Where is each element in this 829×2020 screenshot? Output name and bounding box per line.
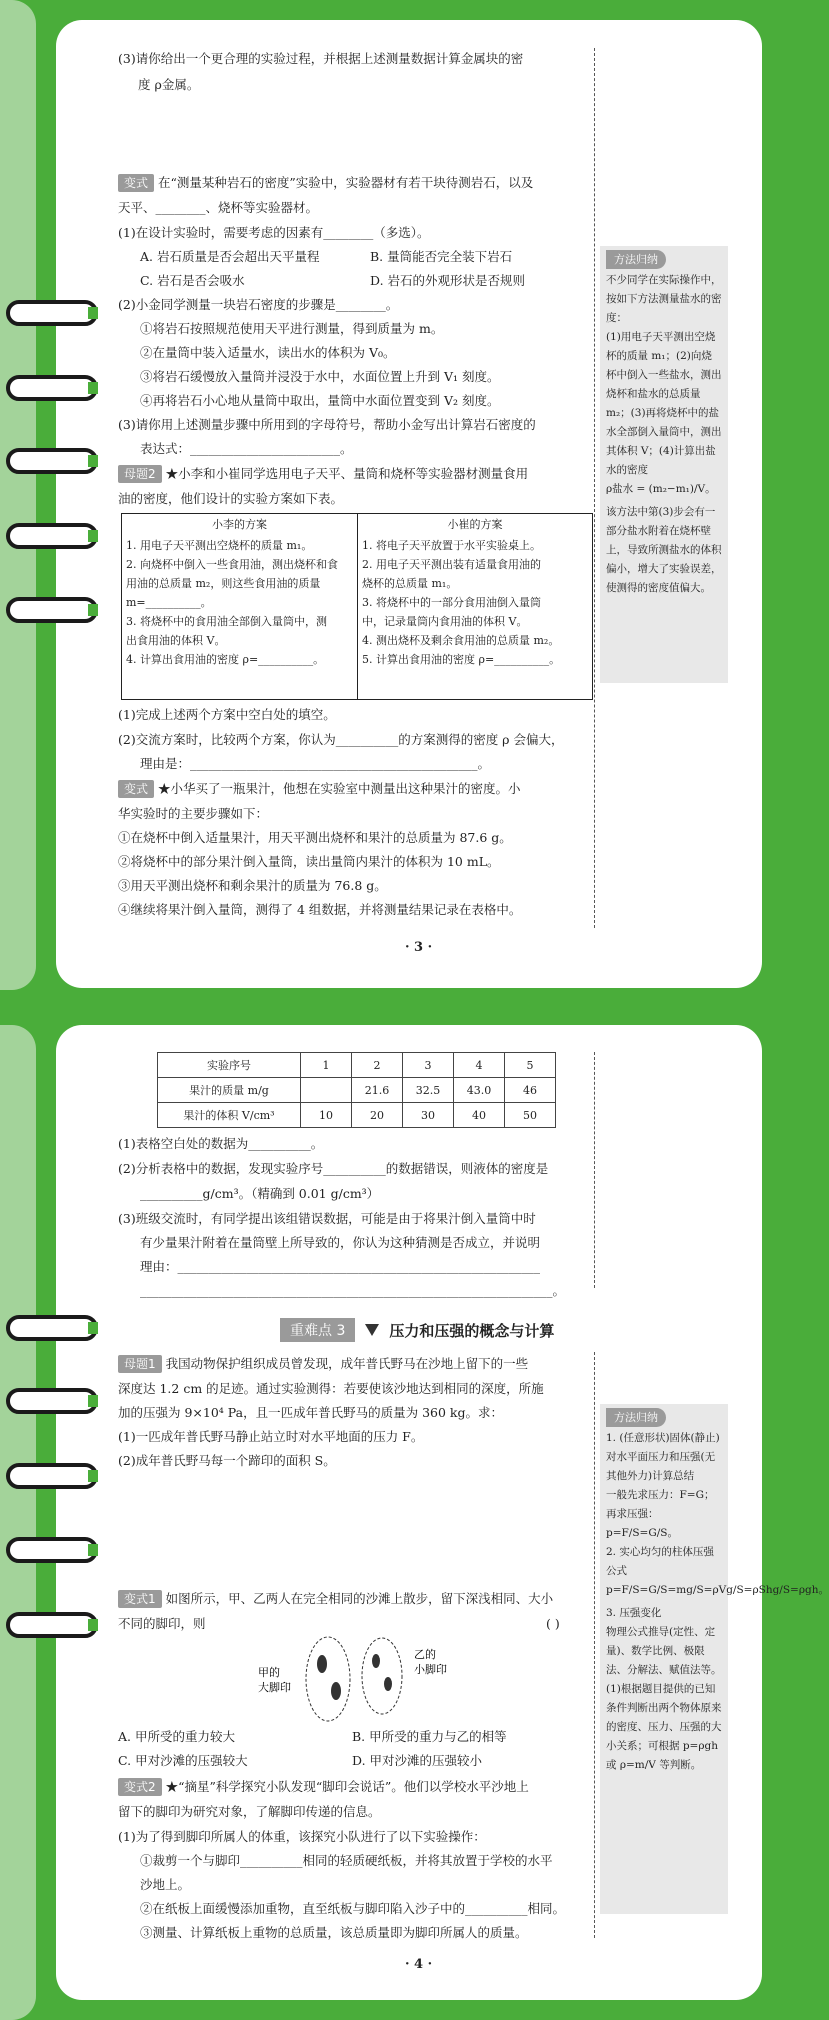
option-b: B. 量筒能否完全装下岩石 (370, 249, 513, 264)
question-text: 我国动物保护组织成员曾发现，成年普氏野马在沙地上留下的一些 (165, 1356, 529, 1371)
binder-ring (6, 1612, 98, 1638)
column-divider (594, 48, 595, 928)
question-text: (1)完成上述两个方案中空白处的填空。 (118, 707, 336, 722)
table-cell: 1 (301, 1053, 352, 1078)
label-yi-2: 小脚印 (414, 1663, 447, 1676)
plan-row: 2. 用电子天平测出装有适量食用油的 (362, 558, 541, 571)
question-text: 天平、________、烧杯等实验器材。 (118, 200, 319, 215)
option-c: C. 岩石是否会吸水 (140, 273, 245, 288)
plan-header-li: 小李的方案 (212, 518, 267, 531)
binder-ring (6, 375, 98, 401)
question-text: (3)班级交流时，有同学提出该组错误数据，可能是由于将果汁倒入量筒中时 (118, 1211, 536, 1226)
method-summary-title: 方法归纳 (606, 250, 666, 269)
table-cell: 40 (454, 1103, 505, 1128)
question-text: (1)一匹成年普氏野马静止站立时对水平地面的压力 F。 (118, 1429, 424, 1444)
method-summary-text: 该方法中第(3)步会有一部分盐水附着在烧杯壁上，导致所测盐水的体积偏小，增大了实验误差，使测得的密度值偏大。 (606, 506, 722, 594)
question-text: 理由是：______________________________________________。 (140, 756, 491, 771)
plan-row: 4. 测出烧杯及剩余食用油的总质量 m₂。 (362, 634, 560, 647)
question-text: (1)为了得到脚印所属人的体重，该探究小队进行了以下实验操作： (118, 1829, 486, 1844)
variant-tag: 变式1 (118, 1590, 162, 1608)
step-text: ④再将岩石小心地从量筒中取出，量筒中水面位置变到 V₂ 刻度。 (140, 393, 500, 408)
question-text: ★“摘星”科学探究小队发现“脚印会说话”。他们以学校水平沙地上 (165, 1779, 529, 1794)
binder-ring (6, 597, 98, 623)
table-cell (301, 1078, 352, 1103)
question-text: 如图所示，甲、乙两人在完全相同的沙滩上散步，留下深浅相同、大小 (165, 1591, 554, 1606)
table-row (158, 1078, 556, 1103)
table-cell: 10 (301, 1103, 352, 1128)
table-cell: 2 (352, 1053, 403, 1078)
option-d: D. 甲对沙滩的压强较小 (352, 1753, 483, 1768)
method-summary-text: 2. 实心均匀的柱体压强公式 (606, 1546, 714, 1577)
big-footprint-outline (306, 1637, 350, 1721)
variant-1 (118, 174, 533, 192)
variant-tag: 变式 (118, 174, 154, 192)
footprint-icon (372, 1654, 392, 1691)
question-text: 表达式：________________________。 (140, 441, 353, 456)
method-summary-text: (1)用电子天平测出空烧杯的质量 m₁；(2)向烧杯中倒入一些盐水，测出烧杯和盐水的总质量 m₂；(3)再将烧杯中的盐水全部倒入量筒中，测出其体积 V；(4)计算出盐水的密度 (606, 331, 722, 476)
table-cell: 果汁的质量 m/g (158, 1078, 301, 1103)
plan-header-cui: 小崔的方案 (447, 518, 503, 531)
step-text: ③将岩石缓慢放入量筒并浸没于水中，水面位置上升到 V₁ 刻度。 (140, 369, 500, 384)
plan-row: 3. 将烧杯中的一部分食用油倒入量筒 (362, 596, 541, 609)
label-jia: 甲的 (258, 1666, 280, 1679)
method-summary-formula: p=F/S=G/S=mg/S=ρVg/S=ρShg/S=ρgh。 (606, 1584, 829, 1596)
plan-row: 2. 向烧杯中倒入一些食用油，测出烧杯和食 (126, 558, 338, 571)
step-text: 沙地上。 (140, 1877, 191, 1892)
step-text: ④继续将果汁倒入量筒，测得了 4 组数据，并将测量结果记录在表格中。 (118, 902, 522, 917)
binder-ring (6, 448, 98, 474)
step-text: ③用天平测出烧杯和剩余果汁的质量为 76.8 g。 (118, 878, 387, 893)
data-table (157, 1052, 556, 1128)
variant-1 (118, 1590, 553, 1608)
table-cell: 果汁的体积 V/cm³ (158, 1103, 301, 1128)
plan-row: 3. 将烧杯中的食用油全部倒入量筒中，测 (126, 615, 327, 628)
section-title: 压力和压强的概念与计算 (389, 1321, 555, 1340)
mother-tag: 母题1 (118, 1355, 162, 1373)
step-text: ②在量筒中装入适量水，读出水的体积为 V₀。 (140, 345, 396, 360)
question-text: (2)交流方案时，比较两个方案，你认为__________的方案测得的密度 ρ 会偏大， (118, 732, 564, 747)
step-text: ①在烧杯中倒入适量果汁，用天平测出烧杯和果汁的总质量为 87.6 g。 (118, 830, 512, 845)
variant-tag: 变式 (118, 780, 154, 798)
binder-ring (6, 1537, 98, 1563)
option-c: C. 甲对沙滩的压强较大 (118, 1753, 248, 1768)
method-summary-box (600, 1404, 829, 1914)
column-divider (594, 1052, 595, 1288)
question-text: 有少量果汁附着在量筒壁上所导致的，你认为这种猜测是否成立，并说明 (140, 1235, 541, 1250)
step-text: ③测量、计算纸板上重物的总质量，该总质量即为脚印所属人的质量。 (140, 1925, 528, 1940)
method-summary-formula: 再求压强：p=F/S=G/S。 (606, 1508, 678, 1539)
small-footprint-outline (362, 1638, 402, 1714)
table-cell: 20 (352, 1103, 403, 1128)
table-cell: 50 (505, 1103, 556, 1128)
mother-question-2 (118, 465, 528, 483)
step-text: ①将岩石按照规范使用天平进行测量，得到质量为 m。 (140, 321, 444, 336)
option-d: D. 岩石的外观形状是否规则 (370, 273, 526, 288)
plan-row: m=__________。 (126, 596, 212, 609)
plan-row: 1. 用电子天平测出空烧杯的质量 m₁。 (126, 539, 313, 552)
method-summary-text: 3. 压强变化 (606, 1607, 662, 1619)
method-summary-text: (1)根据题目提供的已知条件判断出两个物体原来的密度、压力、压强的大小关系；可根据 p=ρgh 或 ρ=m/V 等判断。 (606, 1683, 722, 1771)
table-row (158, 1053, 556, 1078)
variant-2 (118, 780, 521, 798)
label-yi: 乙的 (414, 1648, 436, 1661)
step-text: ②在纸板上面缓慢添加重物，直至纸板与脚印陷入沙子中的__________相同。 (140, 1901, 566, 1916)
method-summary-text: 物理公式推导(定性、定量)、数学比例、极限法、分解法、赋值法等。 (606, 1626, 722, 1676)
question-text: 深度达 1.2 cm 的足迹。通过实验测得：若要使该沙地达到相同的深度，所施 (118, 1381, 544, 1396)
method-summary-box (600, 246, 728, 683)
question-text: (2)小金同学测量一块岩石密度的步骤是________。 (118, 297, 399, 312)
table-cell: 5 (505, 1053, 556, 1078)
method-summary-title: 方法归纳 (606, 1408, 666, 1427)
page-number: · 3 · (405, 940, 433, 955)
label-jia-2: 大脚印 (258, 1681, 291, 1694)
question-text: (3)请你给出一个更合理的实验过程，并根据上述测量数据计算金属块的密 (118, 51, 524, 66)
question-text: 加的压强为 9×10⁴ Pa，且一匹成年普氏野马的质量为 360 kg。求： (118, 1405, 503, 1420)
question-text: 不同的脚印，则 (118, 1616, 206, 1631)
column-divider (594, 1352, 595, 1938)
table-cell: 实验序号 (158, 1053, 301, 1078)
table-row (158, 1103, 556, 1128)
plan-row: 4. 计算出食用油的密度 ρ=__________。 (126, 653, 325, 666)
plan-row: 中，记录量筒内食用油的体积 V。 (362, 615, 528, 628)
page-number: · 4 · (405, 1957, 433, 1972)
question-text: 华实验时的主要步骤如下： (118, 806, 269, 821)
footprint-figure (250, 1636, 480, 1726)
plan-row: 出食用油的体积 V。 (126, 634, 226, 647)
variant-2 (118, 1778, 529, 1796)
table-cell: 4 (454, 1053, 505, 1078)
question-text: (1)表格空白处的数据为__________。 (118, 1136, 324, 1151)
method-summary-text: 1. (任意形状)固体(静止)对水平面压力和压强(无其他外力)计算总结 (606, 1432, 720, 1482)
table-cell: 46 (505, 1078, 556, 1103)
question-text: (2)成年普氏野马每一个蹄印的面积 S。 (118, 1453, 336, 1468)
question-text: 理由：__________________________________________________________ (140, 1259, 541, 1274)
table-cell: 21.6 (352, 1078, 403, 1103)
option-a: A. 岩石质量是否会超出天平量程 (140, 249, 320, 264)
binder-ring (6, 1315, 98, 1341)
step-text: ①裁剪一个与脚印__________相同的轻质硬纸板，并将其放置于学校的水平 (140, 1853, 553, 1868)
variant-tag: 变式2 (118, 1778, 162, 1796)
binder-ring (6, 1388, 98, 1414)
question-text: 在“测量某种岩石的密度”实验中，实验器材有若干块待测岩石，以及 (158, 175, 534, 190)
left-tab-bottom (0, 1025, 36, 2020)
table-cell: 43.0 (454, 1078, 505, 1103)
plan-table (121, 513, 593, 700)
table-cell: 32.5 (403, 1078, 454, 1103)
section-label: 重难点 3 (280, 1318, 355, 1342)
table-cell: 3 (403, 1053, 454, 1078)
question-text: __________________________________________________________________。 (140, 1283, 566, 1298)
binder-ring (6, 300, 98, 326)
section-header (280, 1318, 554, 1342)
plan-row: 用油的总质量 m₂，则这些食用油的质量 (126, 577, 321, 590)
question-text: __________g/cm³。（精确到 0.01 g/cm³） (140, 1186, 380, 1201)
question-text: (1)在设计实验时，需要考虑的因素有________（多选）。 (118, 225, 430, 240)
binder-ring (6, 523, 98, 549)
method-summary-text: 一般先求压力：F=G； (606, 1489, 715, 1501)
question-text: ★小李和小崔同学选用电子天平、量筒和烧杯等实验器材测量食用 (165, 466, 529, 481)
question-text: (2)分析表格中的数据，发现实验序号__________的数据错误，则液体的密度是 (118, 1161, 549, 1176)
mother-question-1 (118, 1355, 528, 1373)
option-a: A. 甲所受的重力较大 (118, 1729, 235, 1744)
binder-ring (6, 1463, 98, 1489)
left-tab-top (0, 0, 36, 990)
plan-row: 烧杯的总质量 m₁。 (362, 577, 458, 590)
footprint-icon (317, 1655, 341, 1700)
question-text: ★小华买了一瓶果汁，他想在实验室中测量出这种果汁的密度。小 (158, 781, 521, 796)
plan-row: 1. 将电子天平放置于水平实验桌上。 (362, 539, 541, 552)
answer-bracket: ( ) (546, 1616, 560, 1631)
method-summary-text: 不少同学在实际操作中，按如下方法测量盐水的密度： (606, 274, 722, 324)
question-text: 油的密度，他们设计的实验方案如下表。 (118, 491, 344, 506)
triangle-icon (365, 1324, 379, 1336)
plan-row: 5. 计算出食用油的密度 ρ=__________。 (362, 653, 561, 666)
table-cell: 30 (403, 1103, 454, 1128)
mother-tag: 母题2 (118, 465, 162, 483)
option-b: B. 甲所受的重力与乙的相等 (352, 1729, 507, 1744)
question-text: (3)请你用上述测量步骤中所用到的字母符号，帮助小金写出计算岩石密度的 (118, 417, 536, 432)
question-text: 留下的脚印为研究对象，了解脚印传递的信息。 (118, 1804, 381, 1819)
step-text: ②将烧杯中的部分果汁倒入量筒，读出量筒内果汁的体积为 10 mL。 (118, 854, 500, 869)
method-summary-formula: ρ盐水 = (m₂−m₁)/V。 (606, 483, 716, 495)
question-text: 度 ρ金属。 (138, 77, 200, 92)
